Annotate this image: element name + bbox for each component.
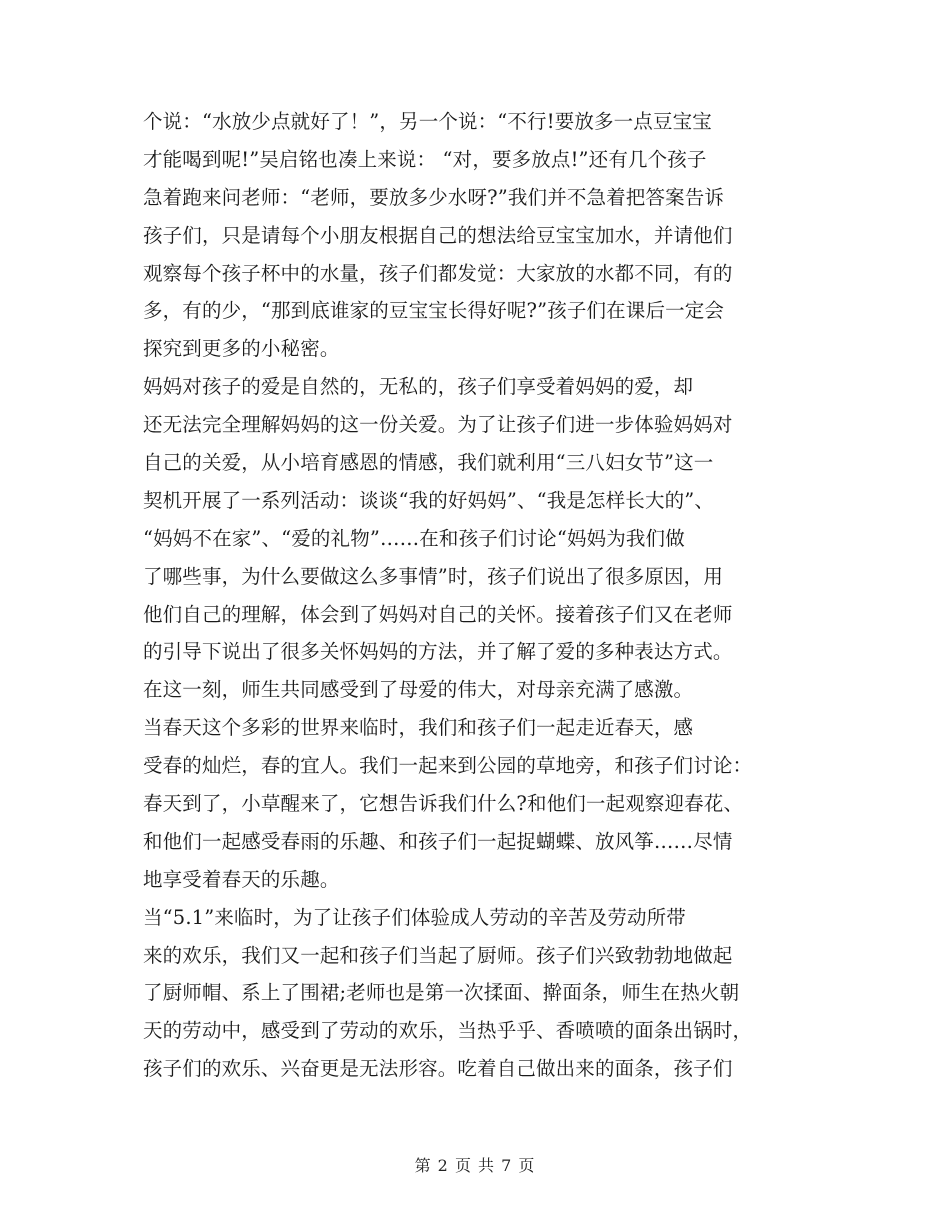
text-line: 还无法完全理解妈妈的这一份关爱。为了让孩子们进一步体验妈妈对 xyxy=(143,413,733,437)
text-line: 契机开展了一系列活动：谈谈“我的好妈妈”、“我是怎样长大的”、 xyxy=(143,488,715,512)
page-number-footer: 第 2 页 共 7 页 xyxy=(414,1156,536,1175)
text-line: 当“5.1”来临时，为了让孩子们体验成人劳动的辛苦及劳动所带 xyxy=(143,905,686,929)
text-line: 了哪些事，为什么要做这么多事情”时，孩子们说出了很多原因，用 xyxy=(143,564,723,588)
text-line: 在这一刻，师生共同感受到了母爱的伟大，对母亲充满了感激。 xyxy=(143,678,694,702)
text-line: 孩子们的欢乐、兴奋更是无法形容。吃着自己做出来的面条，孩子们 xyxy=(143,1057,733,1081)
text-line: 观察每个孩子杯中的水量，孩子们都发觉：大家放的水都不同，有的 xyxy=(143,261,733,285)
text-line: 天的劳动中，感受到了劳动的欢乐，当热乎乎、香喷喷的面条出锅时， xyxy=(143,1019,753,1043)
text-line: 春天到了，小草醒来了，它想告诉我们什么?和他们一起观察迎春花、 xyxy=(143,792,744,816)
text-line: 当春天这个多彩的世界来临时，我们和孩子们一起走近春天，感 xyxy=(143,716,694,740)
text-line: 才能喝到呢!”吴启铭也凑上来说： “对，要多放点!”还有几个孩子 xyxy=(143,147,707,171)
text-line: 多，有的少，“那到底谁家的豆宝宝长得好呢?”孩子们在课后一定会 xyxy=(143,299,725,323)
text-line: 自己的关爱，从小培育感恩的情感，我们就利用“三八妇女节”这一 xyxy=(143,451,714,475)
text-line: 了厨师帽、系上了围裙;老师也是第一次揉面、擀面条，师生在热火朝 xyxy=(143,981,740,1005)
text-line: 来的欢乐，我们又一起和孩子们当起了厨师。孩子们兴致勃勃地做起 xyxy=(143,943,733,967)
text-line: 探究到更多的小秘密。 xyxy=(143,337,340,361)
text-line: 的引导下说出了很多关怀妈妈的方法，并了解了爱的多种表达方式。 xyxy=(143,640,733,664)
text-line: 个说：“水放少点就好了！”，另一个说：“不行!要放多一点豆宝宝 xyxy=(143,110,712,133)
text-line: 急着跑来问老师：“老师，要放多少水呀?”我们并不急着把答案告诉 xyxy=(143,185,725,209)
text-line: “妈妈不在家”、“爱的礼物”……在和孩子们讨论“妈妈为我们做 xyxy=(143,526,685,550)
text-line: 和他们一起感受春雨的乐趣、和孩子们一起捉蝴蝶、放风筝……尽情 xyxy=(143,829,733,853)
text-line: 受春的灿烂，春的宜人。我们一起来到公园的草地旁，和孩子们讨论： xyxy=(143,754,753,778)
text-line: 地享受着春天的乐趣。 xyxy=(143,867,340,891)
text-line: 孩子们，只是请每个小朋友根据自己的想法给豆宝宝加水，并请他们 xyxy=(143,223,733,247)
text-line: 妈妈对孩子的爱是自然的，无私的，孩子们享受着妈妈的爱，却 xyxy=(143,375,694,399)
text-line: 他们自己的理解，体会到了妈妈对自己的关怀。接着孩子们又在老师 xyxy=(143,602,733,626)
body-text xyxy=(143,103,808,1088)
